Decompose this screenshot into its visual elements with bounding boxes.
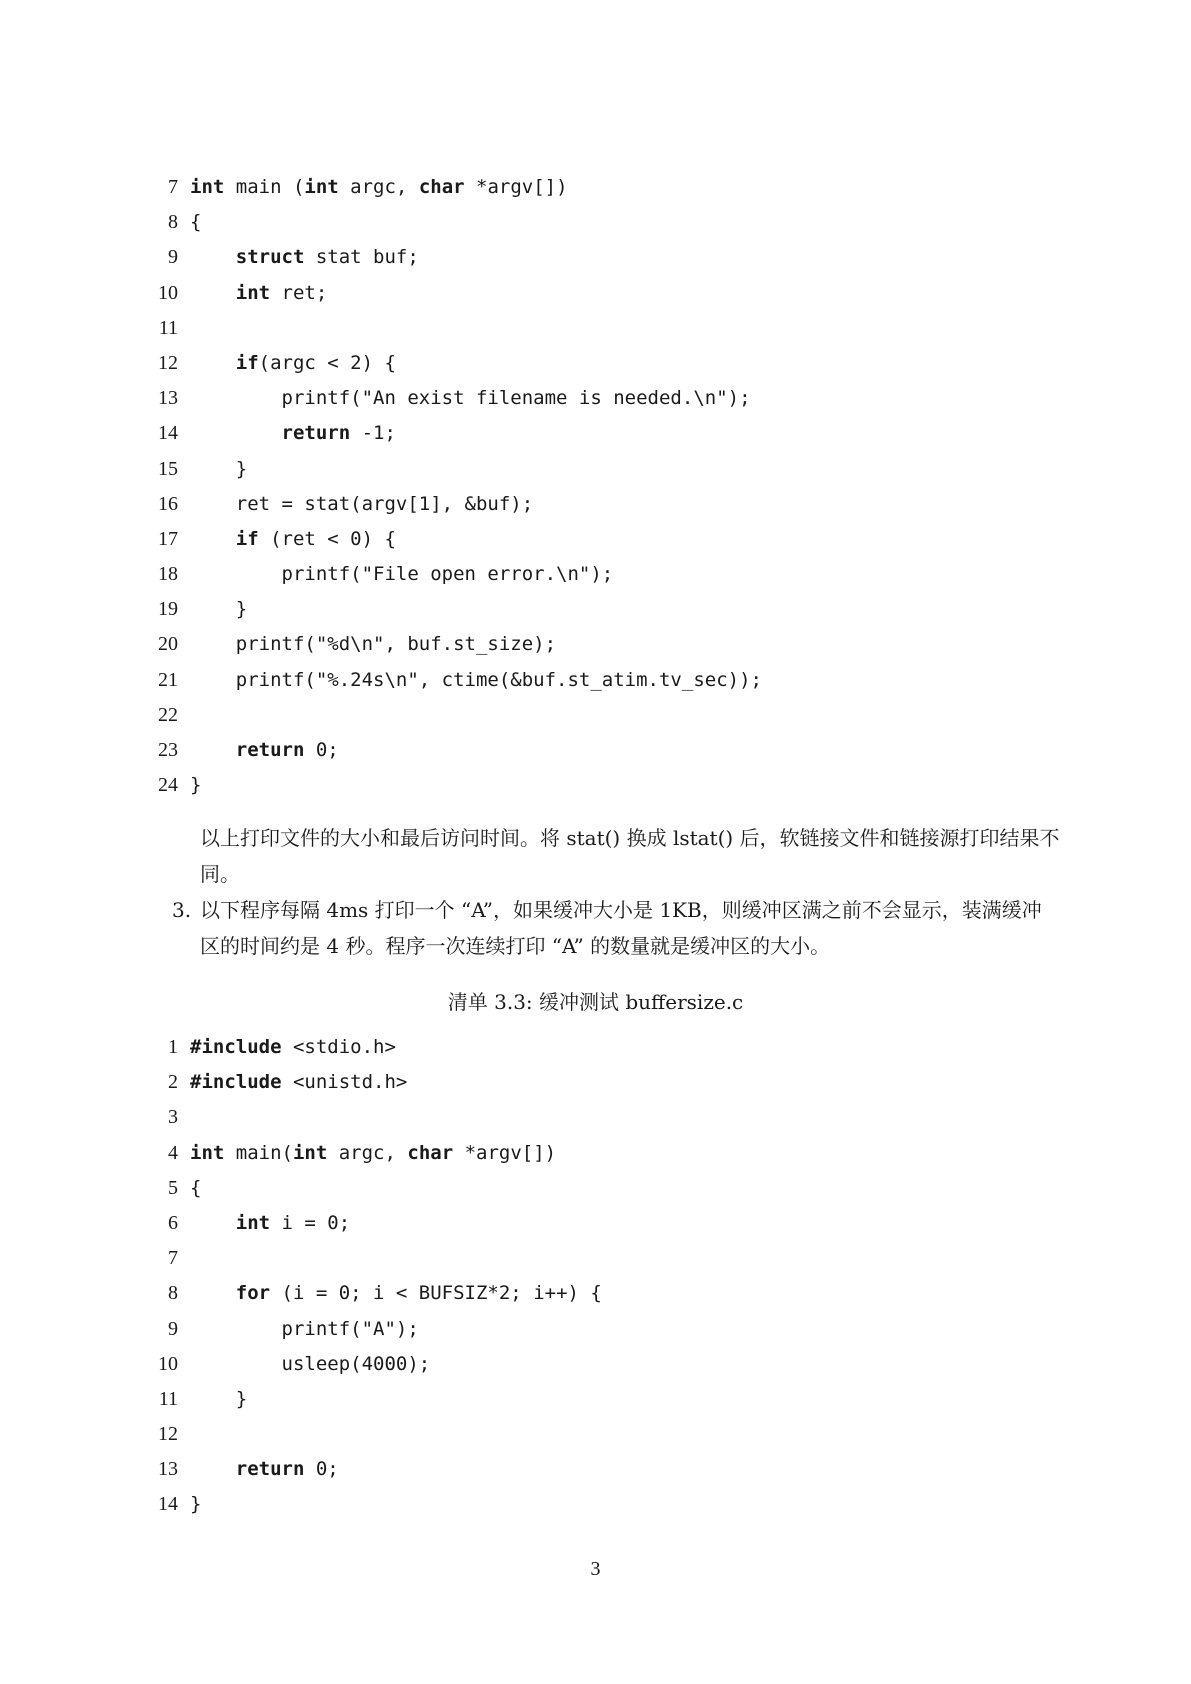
list-item-number: 3.	[172, 898, 192, 922]
line-number: 7	[168, 1247, 178, 1270]
line-number: 22	[158, 703, 178, 726]
code-token	[190, 739, 236, 761]
line-number: 3	[168, 1106, 178, 1129]
code-text	[190, 768, 201, 803]
code-line	[148, 346, 1048, 381]
code-text	[190, 1347, 430, 1382]
code-token	[190, 528, 236, 550]
code-line	[148, 663, 1048, 698]
code-line	[148, 276, 1048, 311]
code-line	[148, 1417, 1048, 1452]
code-line	[148, 487, 1048, 522]
line-number: 9	[168, 246, 178, 269]
code-line	[148, 1100, 1048, 1135]
code-line	[148, 1452, 1048, 1487]
line-number: 19	[158, 598, 178, 621]
code-text	[190, 663, 762, 698]
code-line	[148, 452, 1048, 487]
code-line	[148, 1171, 1048, 1206]
code-keyword: int	[235, 1211, 271, 1234]
code-line	[148, 1312, 1048, 1347]
body-paragraph: 以上打印文件的大小和最后访问时间。将 stat() 换成 lstat() 后，软链接文件和链接源打印结果不同。	[200, 826, 1060, 886]
code-line	[148, 311, 1048, 346]
line-number: 4	[168, 1141, 178, 1164]
code-keyword: int	[304, 176, 339, 198]
code-keyword: int	[292, 1141, 328, 1164]
code-token: <stdio.h>	[281, 1036, 396, 1058]
code-keyword: if	[235, 527, 259, 550]
code-text	[190, 592, 247, 627]
code-line	[148, 627, 1048, 662]
code-text	[190, 1171, 201, 1206]
code-line	[148, 698, 1048, 733]
code-text	[190, 381, 751, 416]
code-line	[148, 205, 1048, 240]
line-number: 13	[158, 1458, 178, 1481]
line-number: 7	[168, 176, 178, 198]
code-token: argc,	[338, 176, 419, 198]
code-line	[148, 1487, 1048, 1522]
code-token: {	[190, 211, 202, 234]
listing-caption: 清单 3.3: 缓冲测试 buffersize.c	[447, 990, 744, 1014]
code-keyword: char	[418, 176, 465, 198]
code-text	[190, 1030, 396, 1065]
line-number: 9	[168, 1317, 178, 1340]
code-token: }	[190, 598, 248, 621]
line-number: 5	[168, 1176, 178, 1199]
code-line	[148, 768, 1048, 803]
code-token: (ret < 0) {	[258, 527, 396, 550]
code-token	[190, 1282, 236, 1304]
code-keyword: for	[235, 1282, 271, 1305]
line-number: 12	[158, 351, 178, 374]
code-text	[190, 1312, 419, 1347]
line-number: 2	[168, 1071, 178, 1094]
line-number: 13	[158, 387, 178, 410]
line-number: 1	[168, 1036, 178, 1058]
code-token: i = 0;	[270, 1211, 351, 1234]
code-listing-buffersize	[148, 1030, 1048, 1523]
code-token	[190, 1212, 236, 1234]
code-token: -1;	[350, 422, 396, 445]
code-text	[190, 276, 327, 311]
code-line	[148, 733, 1048, 768]
code-text	[190, 487, 533, 522]
line-number: 18	[158, 563, 178, 586]
line-number: 12	[158, 1423, 178, 1446]
code-text	[190, 1382, 247, 1417]
code-line	[148, 557, 1048, 592]
line-number: 17	[158, 527, 178, 550]
code-keyword: #include	[190, 1036, 282, 1058]
code-line	[148, 1347, 1048, 1382]
code-line	[148, 381, 1048, 416]
line-number: 6	[168, 1211, 178, 1234]
code-keyword: #include	[190, 1071, 282, 1094]
code-line	[148, 1136, 1048, 1171]
code-token: printf("A");	[190, 1317, 419, 1340]
code-token	[190, 1458, 236, 1480]
code-text	[190, 170, 568, 205]
code-keyword: return	[281, 422, 351, 445]
code-text	[190, 1136, 556, 1171]
code-keyword: int	[190, 1141, 225, 1164]
code-token	[190, 352, 236, 374]
line-number: 8	[168, 211, 178, 234]
code-keyword: return	[235, 739, 305, 761]
code-line	[148, 522, 1048, 557]
code-text	[190, 1276, 602, 1311]
code-text	[190, 205, 201, 240]
line-number: 20	[158, 633, 178, 656]
code-line	[148, 416, 1048, 451]
code-text	[190, 627, 556, 662]
code-text	[190, 1487, 201, 1522]
code-token: ret;	[270, 281, 328, 304]
line-number: 21	[158, 668, 178, 691]
list-item-text: 以下程序每隔 4ms 打印一个 “A”，如果缓冲大小是 1KB，则缓冲区满之前不会显示，装满缓冲区的时间约是 4 秒。程序一次连续打印 “A” 的数量就是缓冲区的大小。	[200, 898, 1042, 958]
code-text	[190, 346, 396, 381]
code-token: 0;	[304, 739, 339, 761]
line-number: 16	[158, 492, 178, 515]
code-token: 0;	[304, 1458, 339, 1481]
code-token: ret = stat(argv[1], &buf);	[190, 492, 534, 515]
code-line	[148, 1030, 1048, 1065]
code-token	[190, 282, 236, 304]
list-item-3	[172, 892, 1060, 964]
code-token: printf("%d\n", buf.st_size);	[190, 633, 557, 656]
code-keyword: int	[190, 176, 225, 198]
code-listing-stat	[148, 170, 1048, 803]
line-number: 10	[158, 281, 178, 304]
code-line	[148, 1382, 1048, 1417]
line-number: 8	[168, 1282, 178, 1305]
code-text	[190, 416, 396, 451]
code-token: (i = 0; i < BUFSIZ*2; i++) {	[270, 1282, 602, 1305]
code-text	[190, 733, 339, 768]
code-line	[148, 1276, 1048, 1311]
line-number: 11	[158, 316, 178, 339]
code-token: <unistd.h>	[281, 1071, 408, 1094]
code-token: main(	[224, 1141, 293, 1164]
code-line	[148, 170, 1048, 205]
line-number: 10	[158, 1352, 178, 1375]
code-line	[148, 1241, 1048, 1276]
line-number: 14	[158, 1493, 178, 1516]
code-token: (argc < 2) {	[258, 351, 396, 374]
page-number: 3	[590, 1558, 601, 1580]
code-keyword: if	[235, 351, 259, 374]
code-text	[190, 557, 613, 592]
code-line	[148, 240, 1048, 275]
code-token: printf("An exist filename is needed.\n");	[190, 387, 751, 410]
code-token: stat buf;	[304, 246, 419, 269]
code-token: }	[190, 1493, 202, 1516]
code-keyword: char	[407, 1141, 454, 1164]
code-keyword: struct	[235, 246, 305, 269]
code-token: }	[190, 774, 202, 797]
code-text	[190, 1452, 339, 1487]
code-token: argc,	[327, 1141, 408, 1164]
code-token: printf("File open error.\n");	[190, 563, 614, 586]
code-token: *argv[])	[464, 176, 568, 198]
code-token: {	[190, 1176, 202, 1199]
code-text	[190, 452, 247, 487]
code-token: usleep(4000);	[190, 1352, 431, 1375]
code-keyword: int	[235, 281, 271, 304]
code-token	[190, 246, 236, 268]
code-token	[190, 422, 282, 444]
code-line	[148, 1206, 1048, 1241]
line-number: 23	[158, 739, 178, 761]
code-line	[148, 592, 1048, 627]
code-text	[190, 522, 396, 557]
code-token: printf("%.24s\n", ctime(&buf.st_atim.tv_sec));	[190, 668, 762, 691]
code-token: main (	[224, 176, 305, 198]
code-token: }	[190, 457, 248, 480]
code-token: *argv[])	[453, 1141, 557, 1164]
code-token: }	[190, 1387, 248, 1410]
line-number: 15	[158, 457, 178, 480]
line-number: 14	[158, 422, 178, 445]
code-line	[148, 1065, 1048, 1100]
line-number: 24	[158, 774, 178, 797]
code-text	[190, 1206, 350, 1241]
line-number: 11	[158, 1387, 178, 1410]
code-text	[190, 1065, 407, 1100]
code-keyword: return	[235, 1458, 305, 1481]
code-text	[190, 240, 419, 275]
